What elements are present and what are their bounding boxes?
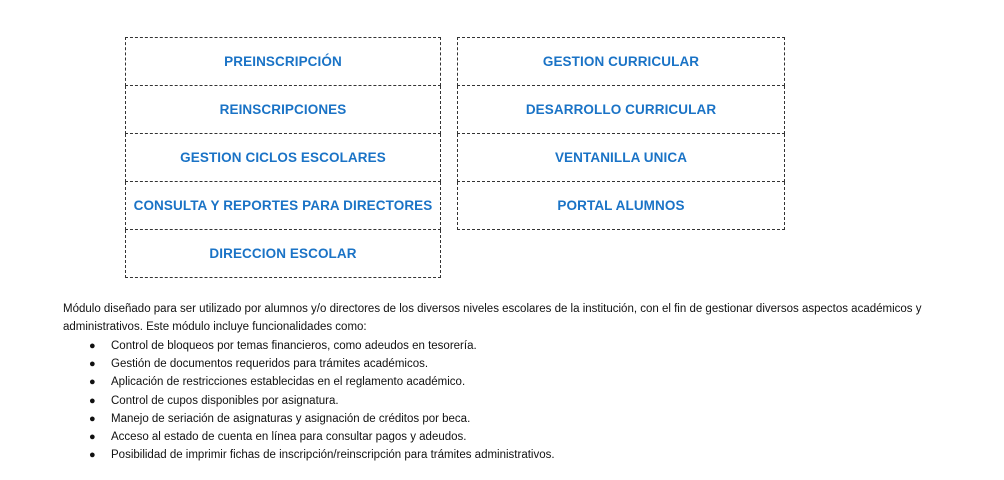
list-item — [63, 410, 943, 428]
feature-text: Aplicación de restricciones establecidas en el reglamento académico. — [111, 376, 466, 389]
menu-right-column — [457, 37, 785, 230]
menu-item-gestion-curricular[interactable]: GESTION CURRICULAR — [457, 37, 785, 86]
bullet-icon: ● — [89, 358, 96, 371]
bullet-icon: ● — [89, 376, 96, 389]
menu-item-consulta-reportes-directores[interactable]: CONSULTA Y REPORTES PARA DIRECTORES — [125, 182, 441, 230]
list-item — [63, 446, 943, 464]
bullet-icon: ● — [89, 449, 96, 462]
list-item — [63, 428, 943, 446]
module-description — [63, 300, 943, 464]
bullet-icon: ● — [89, 412, 96, 425]
feature-text: Control de cupos disponibles por asignatura. — [111, 394, 339, 407]
menu-item-ventanilla-unica[interactable]: VENTANILLA UNICA — [457, 134, 785, 182]
feature-text: Manejo de seriación de asignaturas y asignación de créditos por beca. — [111, 412, 471, 425]
description-intro: Módulo diseñado para ser utilizado por alumnos y/o directores de los diversos niveles escolares de la institución, con el fin de gestionar diversos aspectos académicos y administrativos. Este módulo incluye funcionalidades como: — [63, 303, 922, 333]
feature-text: Control de bloqueos por temas financieros, como adeudos en tesorería. — [111, 340, 477, 352]
feature-list — [63, 337, 943, 464]
list-item — [63, 337, 943, 355]
menu-left-column — [125, 37, 441, 278]
bullet-icon: ● — [89, 430, 96, 443]
menu-item-gestion-ciclos-escolares[interactable]: GESTION CICLOS ESCOLARES — [125, 134, 441, 182]
menu-item-preinscripcion[interactable]: PREINSCRIPCIÓN — [125, 37, 441, 86]
menu-item-direccion-escolar[interactable]: DIRECCION ESCOLAR — [125, 230, 441, 278]
list-item — [63, 373, 943, 391]
feature-text: Posibilidad de imprimir fichas de inscripción/reinscripción para trámites administrativos. — [111, 449, 555, 462]
bullet-icon: ● — [89, 394, 96, 407]
list-item — [63, 355, 943, 373]
menu-item-desarrollo-curricular[interactable]: DESARROLLO CURRICULAR — [457, 86, 785, 134]
menu-item-reinscripciones[interactable]: REINSCRIPCIONES — [125, 86, 441, 134]
list-item — [63, 392, 943, 410]
menu-item-portal-alumnos[interactable]: PORTAL ALUMNOS — [457, 182, 785, 230]
feature-text: Gestión de documentos requeridos para trámites académicos. — [111, 358, 429, 371]
feature-text: Acceso al estado de cuenta en línea para consultar pagos y adeudos. — [111, 430, 467, 443]
bullet-icon: ● — [89, 340, 96, 352]
